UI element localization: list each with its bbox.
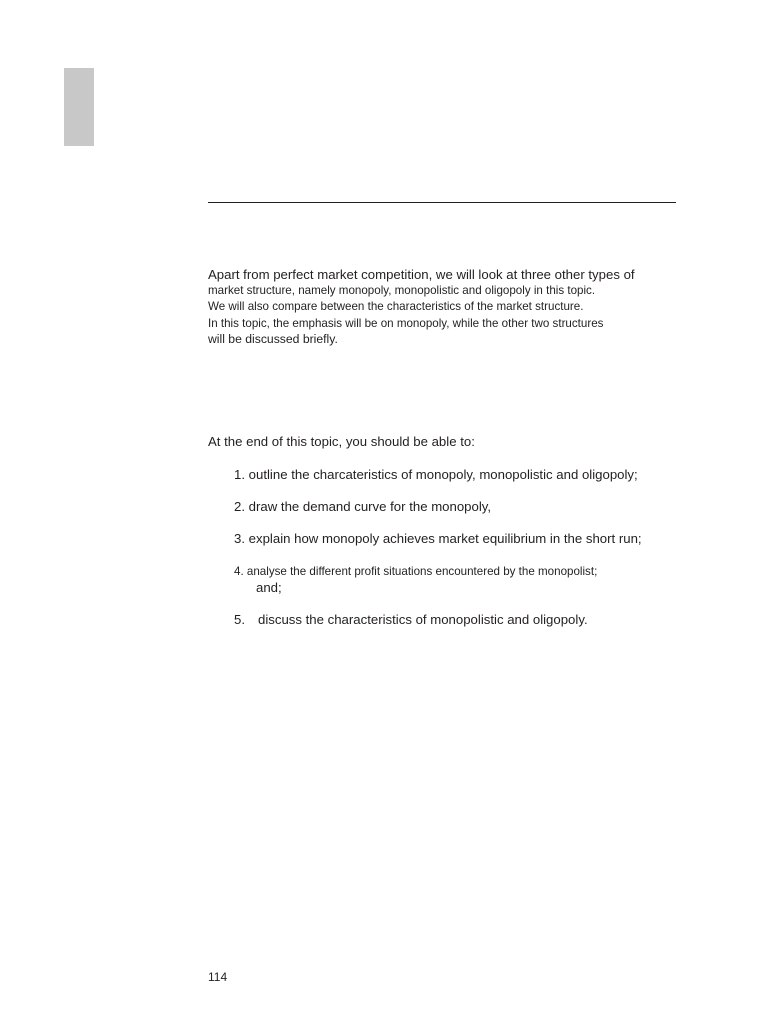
- learning-outcome-item: [234, 498, 491, 515]
- outcome-text: discuss the characteristics of monopolistic and oligopoly.: [258, 612, 588, 627]
- learning-outcomes-lead: At the end of this topic, you should be able to:: [208, 434, 475, 449]
- learning-outcome-item: [234, 530, 642, 547]
- intro-line: In this topic, the emphasis will be on monopoly, while the other two structures: [208, 316, 604, 330]
- outcome-text: explain how monopoly achieves market equilibrium in the short run;: [248, 531, 642, 546]
- outcome-number: 2.: [234, 499, 245, 514]
- learning-outcome-continuation: and;: [256, 580, 282, 595]
- intro-line: will be discussed briefly.: [208, 331, 338, 346]
- learning-outcome-item: [234, 564, 597, 579]
- intro-line: We will also compare between the characteristics of the market structure.: [208, 300, 584, 313]
- outcome-text: outline the charcateristics of monopoly, monopolistic and oligopoly;: [248, 467, 638, 482]
- outcome-number: 4.: [234, 565, 244, 578]
- outcome-number: 1.: [234, 467, 245, 482]
- outcome-text: analyse the different profit situations encountered by the monopolist;: [246, 565, 598, 578]
- intro-line: Apart from perfect market competition, we will look at three other types of: [208, 267, 635, 282]
- outcome-text: draw the demand curve for the monopoly,: [248, 499, 492, 514]
- learning-outcome-item: [234, 611, 588, 628]
- heading-rule: [208, 202, 676, 203]
- side-tab-marker: [64, 68, 94, 146]
- intro-line: market structure, namely monopoly, monopolistic and oligopoly in this topic.: [208, 284, 596, 297]
- page-number: 114: [208, 970, 228, 984]
- outcome-number: 5.: [234, 612, 245, 627]
- outcome-number: 3.: [234, 531, 245, 546]
- intro-paragraph: [208, 266, 688, 347]
- learning-outcome-item: [234, 466, 638, 483]
